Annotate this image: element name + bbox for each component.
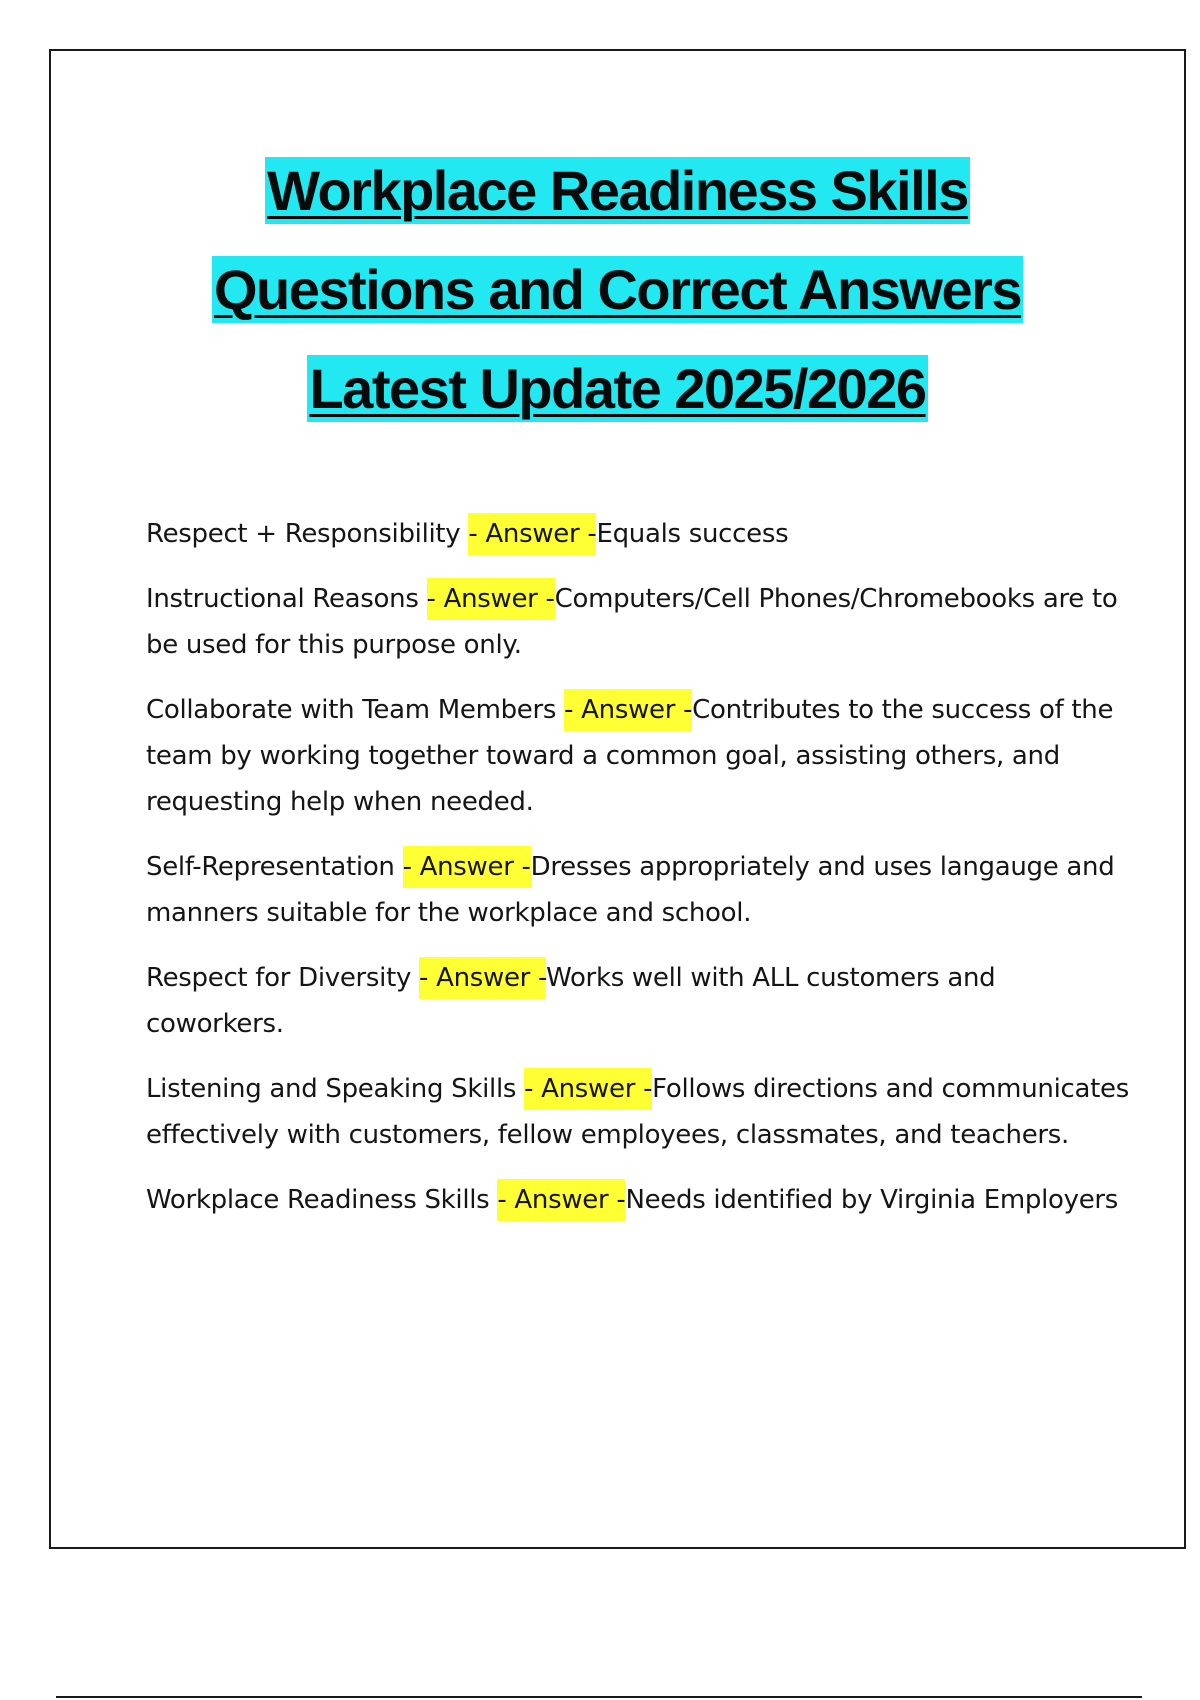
qa-answer: Contributes to the success of the team by working together toward a common goal, assisting others, and requesting help when needed. — [146, 695, 1114, 817]
qa-answer: Dresses appropriately and uses langauge and manners suitable for the workplace and school. — [146, 852, 1115, 928]
footer-divider — [56, 1696, 1142, 1698]
qa-answer: Computers/Cell Phones/Chromebooks are to be used for this purpose only. — [146, 584, 1118, 660]
answer-highlight: - Answer - — [468, 513, 596, 555]
answer-highlight: - Answer - — [427, 578, 555, 620]
qa-term: Collaborate with Team Members — [146, 695, 565, 725]
title-line-3 — [51, 339, 1184, 438]
qa-term: Listening and Speaking Skills — [146, 1074, 525, 1104]
qa-term: Self-Representation — [146, 852, 403, 882]
answer-highlight: - Answer - — [403, 846, 531, 888]
qa-term: Workplace Readiness Skills — [146, 1185, 498, 1215]
title-line-1-text: Workplace Readiness Skills — [267, 159, 968, 222]
qa-answer: Follows directions and communicates effectively with customers, fellow employees, classmates, and teachers. — [146, 1074, 1129, 1150]
qa-answer: Works well with ALL customers and coworkers. — [146, 963, 996, 1039]
qa-term: Instructional Reasons — [146, 584, 427, 614]
qa-item — [146, 576, 1136, 668]
qa-item — [146, 1066, 1136, 1158]
answer-highlight: - Answer - — [419, 957, 546, 999]
qa-list — [146, 511, 1136, 1242]
document-title — [51, 141, 1184, 438]
answer-highlight: - Answer - — [564, 689, 692, 731]
title-line-3-text: Latest Update 2025/2026 — [309, 357, 926, 420]
qa-item — [146, 511, 1136, 557]
title-line-2 — [51, 240, 1184, 339]
qa-answer: Needs identified by Virginia Employers — [625, 1185, 1119, 1215]
qa-term: Respect for Diversity — [146, 963, 420, 993]
title-line-2-text: Questions and Correct Answers — [213, 258, 1022, 321]
qa-item — [146, 955, 1136, 1047]
qa-term: Respect + Responsibility — [146, 519, 469, 549]
qa-item — [146, 844, 1136, 936]
answer-highlight: - Answer - — [497, 1179, 625, 1221]
answer-highlight: - Answer - — [524, 1068, 652, 1110]
title-line-1 — [51, 141, 1184, 240]
qa-item — [146, 687, 1136, 825]
qa-item — [146, 1177, 1136, 1223]
qa-answer: Equals success — [596, 519, 789, 549]
document-page — [49, 49, 1186, 1549]
